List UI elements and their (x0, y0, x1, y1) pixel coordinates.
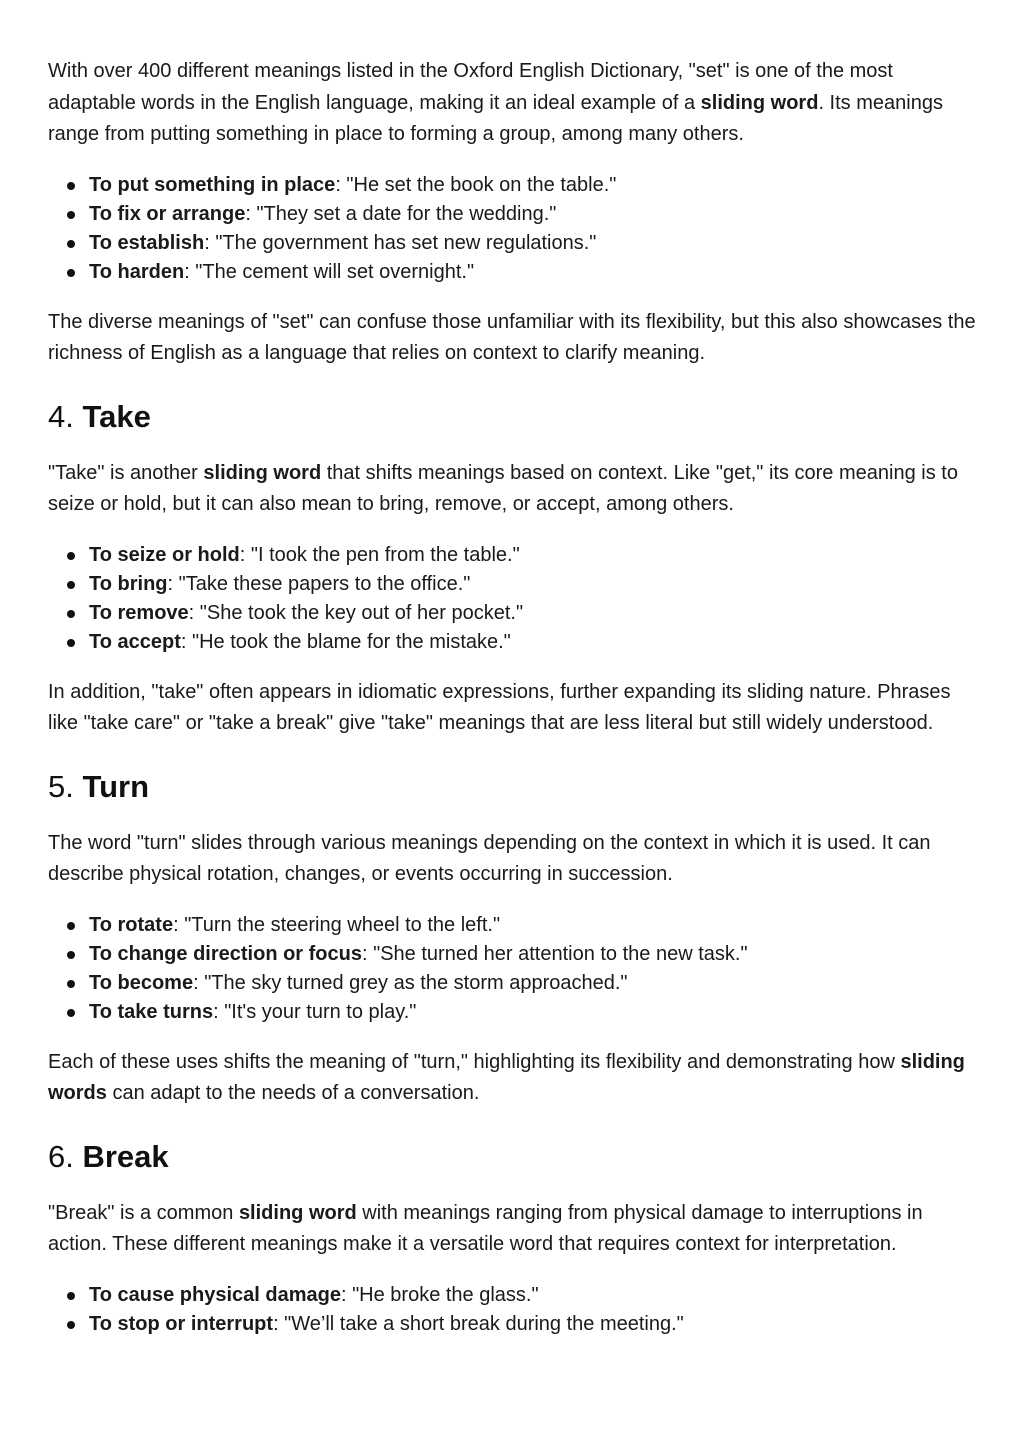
intro-paragraph (48, 56, 976, 151)
list-item (89, 998, 976, 1027)
list-item (89, 1281, 976, 1310)
meaning-example: : "She took the key out of her pocket." (188, 601, 524, 624)
meaning-example: : "We’ll take a short break during the meeting." (273, 1312, 684, 1335)
bullet-icon (67, 269, 75, 277)
list-item (89, 599, 976, 628)
bold-term: sliding word (700, 91, 819, 114)
meaning-term: To become (89, 971, 194, 994)
bullet-icon (67, 211, 75, 219)
meaning-example: : "They set a date for the wedding." (245, 202, 557, 225)
bullet-icon (67, 922, 75, 930)
meaning-example: : "The sky turned grey as the storm approached." (193, 971, 628, 994)
section-number: 6. (48, 1138, 83, 1174)
turn-intro-paragraph: The word "turn" slides through various meanings depending on the context in which it is used. It can describe physical rotation, changes, or events occurring in succession. (48, 831, 931, 885)
meaning-term: To accept (89, 630, 181, 653)
bold-term: sliding words (48, 1050, 965, 1104)
turn-summary-paragraph (48, 1047, 976, 1110)
bullet-icon (67, 581, 75, 589)
meaning-term: To cause physical damage (89, 1283, 341, 1306)
meaning-example: : "The cement will set overnight." (184, 260, 475, 283)
take-intro-paragraph (48, 458, 976, 521)
section-title: Turn (82, 768, 150, 804)
turn-meanings-list (48, 911, 976, 1027)
text: Each of these uses shifts the meaning of "turn," highlighting its flexibility and demonstrating how (48, 1050, 901, 1073)
bullet-icon (67, 1321, 75, 1329)
text: . Its meanings range from putting something in place to forming a group, among many others. (48, 91, 943, 145)
meaning-term: To fix or arrange (89, 202, 246, 225)
meaning-example: : "He set the book on the table." (335, 173, 617, 196)
bullet-icon (67, 610, 75, 618)
meaning-term: To bring (89, 572, 168, 595)
meaning-example: : "The government has set new regulations." (204, 231, 597, 254)
bullet-icon (67, 980, 75, 988)
meaning-term: To remove (89, 601, 189, 624)
bullet-icon (67, 1009, 75, 1017)
meaning-term: To rotate (89, 913, 174, 936)
meaning-term: To stop or interrupt (89, 1312, 274, 1335)
meaning-term: To establish (89, 231, 205, 254)
list-item (89, 171, 976, 200)
bullet-icon (67, 951, 75, 959)
bullet-icon (67, 182, 75, 190)
section-heading-take (48, 398, 976, 436)
meaning-example: : "She turned her attention to the new task." (362, 942, 748, 965)
meaning-term: To harden (89, 260, 185, 283)
meaning-term: To change direction or focus (89, 942, 362, 965)
text: that shifts meanings based on context. Like "get," its core meaning is to seize or hold, but it can also mean to bring, remove, or accept, among others. (48, 461, 958, 515)
bold-term: sliding word (238, 1201, 357, 1224)
set-summary-paragraph: The diverse meanings of "set" can confuse those unfamiliar with its flexibility, but this also showcases the richness of English as a language that relies on context to clarify meaning. (48, 310, 976, 364)
text: With over 400 different meanings listed in the Oxford English Dictionary, "set" is one of the most adaptable words in the English language, making it an ideal example of a (48, 60, 893, 114)
meaning-term: To take turns (89, 1000, 214, 1023)
meaning-example: : "Take these papers to the office." (167, 572, 471, 595)
break-meanings-list (48, 1281, 976, 1339)
list-item (89, 1310, 976, 1339)
list-item (89, 258, 976, 287)
list-item (89, 911, 976, 940)
set-meanings-list (48, 171, 976, 287)
bullet-icon (67, 1292, 75, 1300)
text: "Break" is a common (48, 1201, 239, 1224)
bullet-icon (67, 552, 75, 560)
text: with meanings ranging from physical damage to interruptions in action. These different meanings make it a versatile word that requires context for interpretation. (48, 1201, 923, 1255)
meaning-example: : "He broke the glass." (340, 1283, 539, 1306)
meaning-example: : "He took the blame for the mistake." (180, 630, 511, 653)
section-title: Take (82, 398, 151, 434)
section-number: 5. (48, 768, 83, 804)
list-item (89, 940, 976, 969)
section-heading-break (48, 1138, 976, 1176)
take-summary-paragraph: In addition, "take" often appears in idiomatic expressions, further expanding its sliding nature. Phrases like "take care" or "take a break" give "take" meanings that are less literal but still widely understood. (48, 680, 951, 734)
list-item (89, 229, 976, 258)
meaning-term: To seize or hold (89, 543, 240, 566)
list-item (89, 541, 976, 570)
meaning-example: : "Turn the steering wheel to the left." (173, 913, 501, 936)
list-item (89, 570, 976, 599)
bullet-icon (67, 639, 75, 647)
meaning-example: : "I took the pen from the table." (239, 543, 520, 566)
section-title: Break (82, 1138, 169, 1174)
list-item (89, 628, 976, 657)
take-meanings-list (48, 541, 976, 657)
text: "Take" is another (48, 461, 204, 484)
meaning-term: To put something in place (89, 173, 336, 196)
bold-term: sliding word (203, 461, 322, 484)
list-item (89, 969, 976, 998)
section-number: 4. (48, 398, 83, 434)
section-heading-turn (48, 768, 976, 806)
text: can adapt to the needs of a conversation. (106, 1082, 480, 1104)
list-item (89, 200, 976, 229)
meaning-example: : "It's your turn to play." (213, 1000, 417, 1023)
break-intro-paragraph (48, 1198, 976, 1261)
bullet-icon (67, 240, 75, 248)
